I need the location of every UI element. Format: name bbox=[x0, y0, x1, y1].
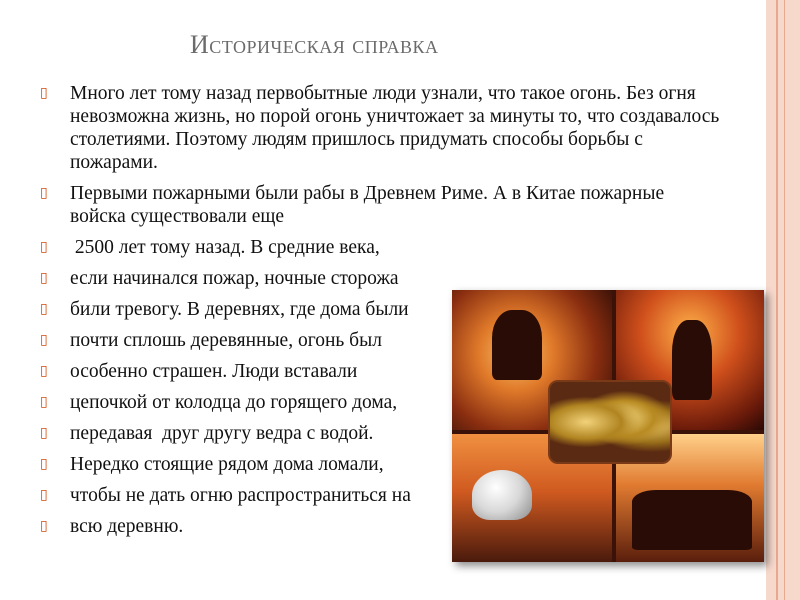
square-bullet-icon: ▯ bbox=[40, 364, 48, 379]
square-bullet-icon: ▯ bbox=[40, 488, 48, 503]
square-bullet-icon: ▯ bbox=[40, 457, 48, 472]
square-bullet-icon: ▯ bbox=[40, 240, 48, 255]
list-item: ▯ всю деревню. bbox=[40, 516, 184, 537]
list-item: ▯ цепочкой от колодца до горящего дома, bbox=[40, 392, 398, 413]
square-bullet-icon: ▯ bbox=[40, 271, 48, 286]
list-item: ▯ почти сплошь деревянные, огонь был bbox=[40, 330, 382, 351]
text-list bbox=[40, 82, 725, 538]
list-item: ▯ били тревогу. В деревнях, где дома были bbox=[40, 299, 409, 320]
list-item: ▯ 2500 лет тому назад. В средние века, bbox=[40, 237, 380, 258]
square-bullet-icon: ▯ bbox=[40, 333, 48, 348]
square-bullet-icon: ▯ bbox=[40, 426, 48, 441]
list-item: ▯ если начинался пожар, ночные сторожа bbox=[40, 268, 399, 289]
square-bullet-icon: ▯ bbox=[40, 302, 48, 317]
border-line bbox=[776, 0, 778, 600]
square-bullet-icon: ▯ bbox=[40, 395, 48, 410]
list-item: ▯ Много лет тому назад первобытные люди узнали, что такое огонь. Без огня невозможна жизнь, но порой огонь уничтожает за минуты то, что создавалось столетиями. Поэтому людям пришлось придумать способы борьбы с пожарами. bbox=[40, 83, 725, 173]
list-item: ▯ передавая друг другу ведра с водой. bbox=[40, 423, 374, 444]
square-bullet-icon: ▯ bbox=[40, 519, 48, 534]
square-bullet-icon: ▯ bbox=[40, 86, 48, 101]
list-item: ▯ Первыми пожарными были рабы в Древнем Риме. А в Китае пожарные войска существовали еще bbox=[40, 183, 674, 227]
slide-title: Историческая справка bbox=[190, 30, 439, 59]
square-bullet-icon: ▯ bbox=[40, 186, 48, 201]
slide-border bbox=[766, 0, 800, 600]
border-line bbox=[784, 0, 785, 600]
list-item: ▯ особенно страшен. Люди вставали bbox=[40, 361, 358, 382]
list-item: ▯ чтобы не дать огню распространиться на bbox=[40, 485, 411, 506]
list-item: ▯ Нередко стоящие рядом дома ломали, bbox=[40, 454, 384, 475]
